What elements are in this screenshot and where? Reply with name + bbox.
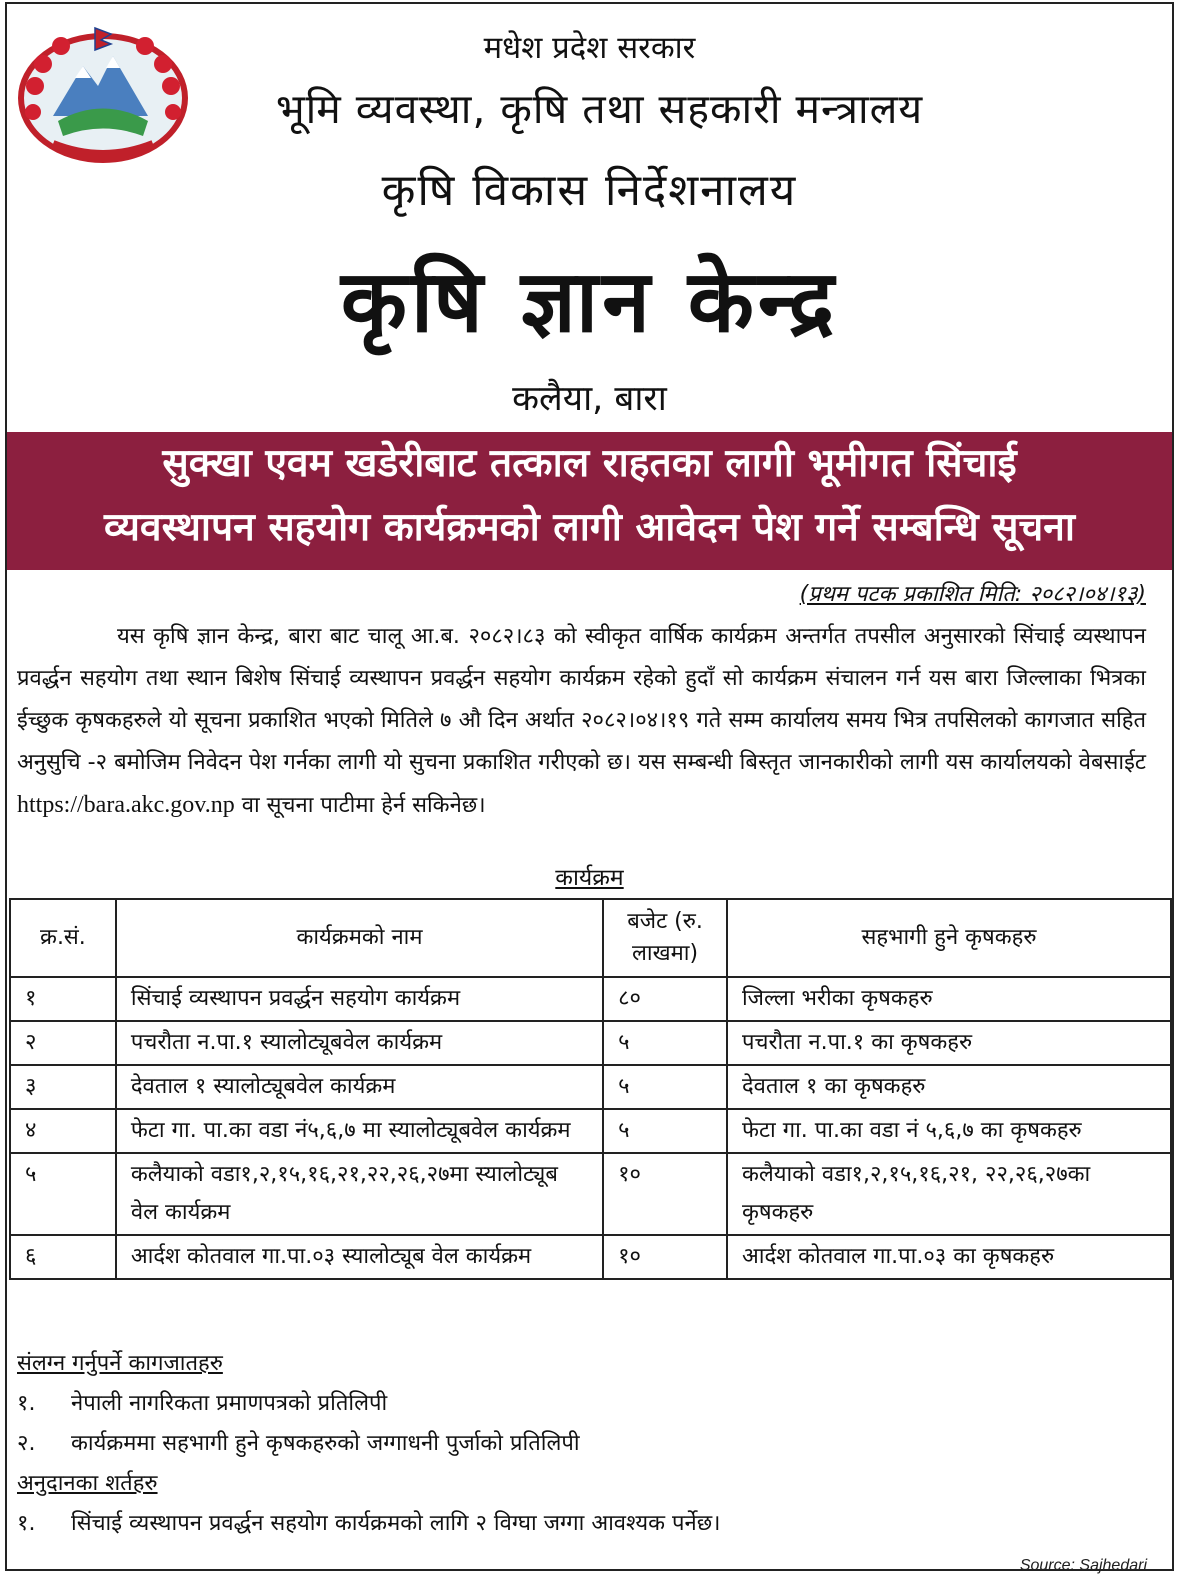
table-row — [10, 1153, 1171, 1235]
row-budget: ५ — [603, 1065, 727, 1109]
row-farmers: फेटा गा. पा.का वडा नं ५,६,७ का कृषकहरु — [727, 1109, 1171, 1153]
list-item — [17, 1504, 1152, 1544]
row-sn: ४ — [10, 1109, 116, 1153]
requirements-section — [17, 1344, 1152, 1544]
banner-line-2: व्यवस्थापन सहयोग कार्यक्रमको लागी आवेदन पेश गर्ने सम्बन्धि सूचना — [103, 505, 1076, 550]
item-number: १. — [17, 1511, 36, 1536]
office-name: कृषि ज्ञान केन्द्र — [340, 252, 839, 352]
notice-text: यस कृषि ज्ञान केन्द्र, बारा बाट चालू आ.ब. २०८२।८३ को स्वीकृत वार्षिक कार्यक्रम अन्तर्गत तपसील अनुसारको सिंचाई व्यस्थापन प्रवर्द्धन सहयोग तथा स्थान बिशेष सिंचाई व्यस्थापन प्रवर्द्धन सहयोग कार्यक्रम रहेको हुदाँ सो कार्यक्रम संचालन गर्न यस बारा जिल्लाका भित्रका ईच्छुक कृषकहरुले यो सूचना प्रकाशित भएको मितिले ७ औ दिन अर्थात २०८२।०४।१९ गते सम्म कार्यालय समय भित्र तपसिलको कागजात सहित अनुसुचि -२ बमोजिम निवेदन पेश गर्नका लागी यो सुचना प्रकाशित गरीएको छ। यस सम्बन्धी बिस्तृत जानकारीको लागी यस कार्यालयको वेबसाईट — [17, 624, 1146, 775]
table-row — [10, 1065, 1171, 1109]
website-link[interactable]: https://bara.akc.gov.np — [17, 792, 235, 818]
row-budget: १० — [603, 1235, 727, 1279]
row-farmers: देवताल १ का कृषकहरु — [727, 1065, 1171, 1109]
program-heading: कार्यक्रम — [555, 865, 624, 891]
row-budget: ५ — [603, 1021, 727, 1065]
list-item — [17, 1384, 1152, 1424]
header-farmers: सहभागी हुने कृषकहरु — [727, 899, 1171, 977]
row-farmers: आर्दश कोतवाल गा.पा.०३ का कृषकहरु — [727, 1235, 1171, 1279]
table-row — [10, 1021, 1171, 1065]
row-budget: ८० — [603, 977, 727, 1021]
program-table — [9, 898, 1172, 1280]
header-budget-line-2: लाखमा) — [632, 941, 699, 966]
directorate-name: कृषि विकास निर्देशनालय — [381, 165, 798, 216]
item-text: सिंचाई व्यस्थापन प्रवर्द्धन सहयोग कार्यक्रमको लागि २ विग्घा जग्गा आवश्यक पर्नेछ। — [71, 1511, 721, 1536]
notice-text-end: वा सूचना पाटीमा हेर्न सकिनेछ। — [241, 793, 486, 818]
row-program-name: कलैयाको वडा१,२,१५,१६,२१,२२,२६,२७मा स्यालोट्यूब वेल कार्यक्रम — [116, 1153, 603, 1235]
row-sn: ६ — [10, 1235, 116, 1279]
row-budget: १० — [603, 1153, 727, 1235]
row-farmers: कलैयाको वडा१,२,१५,१६,२१, २२,२६,२७का कृषकहरु — [727, 1153, 1171, 1235]
header-budget-line-1: बजेट (रु. — [627, 909, 703, 934]
notice-body — [17, 616, 1146, 827]
notice-sheet — [5, 2, 1174, 1571]
row-sn: १ — [10, 977, 116, 1021]
item-text: नेपाली नागरिकता प्रमाणपत्रको प्रतिलिपी — [71, 1391, 388, 1416]
item-number: १. — [17, 1391, 36, 1416]
row-program-name: देवताल १ स्यालोट्यूबवेल कार्यक्रम — [116, 1065, 603, 1109]
publication-date: (प्रथम पटक प्रकाशित मिति: २०८२।०४।१३) — [799, 582, 1146, 607]
conditions-title: अनुदानका शर्तहरु — [17, 1471, 158, 1496]
province-government: मधेश प्रदेश सरकार — [483, 30, 696, 66]
list-item — [17, 1424, 1152, 1464]
row-sn: ३ — [10, 1065, 116, 1109]
table-header-row — [10, 899, 1171, 977]
row-program-name: सिंचाई व्यस्थापन प्रवर्द्धन सहयोग कार्यक्रम — [116, 977, 603, 1021]
banner-line-1: सुक्खा एवम खडेरीबाट तत्काल राहतका लागी भूमीगत सिंचाई — [162, 441, 1017, 486]
row-sn: २ — [10, 1021, 116, 1065]
row-farmers: जिल्ला भरीका कृषकहरु — [727, 977, 1171, 1021]
office-location: कलैया, बारा — [512, 379, 667, 419]
row-program-name: आर्दश कोतवाल गा.पा.०३ स्यालोट्यूब वेल कार्यक्रम — [116, 1235, 603, 1279]
row-sn: ५ — [10, 1153, 116, 1235]
row-program-name: पचरौता न.पा.१ स्यालोट्यूबवेल कार्यक्रम — [116, 1021, 603, 1065]
ministry-name: भूमि व्यवस्था, कृषि तथा सहकारी मन्त्रालय — [275, 85, 924, 133]
header-budget — [603, 899, 727, 977]
header — [7, 4, 1172, 428]
table-row — [10, 1235, 1171, 1279]
row-farmers: पचरौता न.पा.१ का कृषकहरु — [727, 1021, 1171, 1065]
header-sn: क्र.सं. — [10, 899, 116, 977]
table-row — [10, 977, 1171, 1021]
table-row — [10, 1109, 1171, 1153]
source-credit: Source: Sajhedari — [1019, 1557, 1147, 1574]
notice-title-banner — [7, 432, 1172, 570]
item-text: कार्यक्रममा सहभागी हुने कृषकहरुको जग्गाधनी पुर्जाको प्रतिलिपी — [71, 1431, 580, 1456]
item-number: २. — [17, 1431, 36, 1456]
row-program-name: फेटा गा. पा.का वडा नं५,६,७ मा स्यालोट्यूबवेल कार्यक्रम — [116, 1109, 603, 1153]
attachments-title: संलग्न गर्नुपर्ने कागजातहरु — [17, 1351, 223, 1376]
row-budget: ५ — [603, 1109, 727, 1153]
header-program-name: कार्यक्रमको नाम — [116, 899, 603, 977]
